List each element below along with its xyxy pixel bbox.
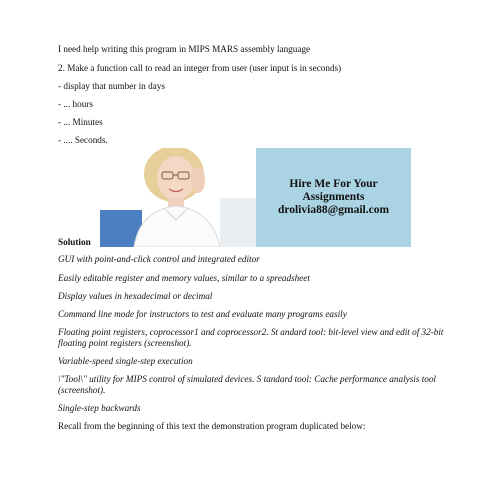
advertisement-banner (100, 148, 411, 247)
feature-floating-point: Floating point registers, coprocessor1 and coprocessor2. St andard tool: bit-level view and edit of 32-bit floating point registers (screenshot). (58, 327, 444, 348)
feature-gui: GUI with point-and-click control and integrated editor (58, 254, 260, 264)
question-item-minutes: - ... Minutes (58, 117, 103, 127)
feature-hex-decimal: Display values in hexadecimal or decimal (58, 291, 213, 301)
question-item-seconds: - .... Seconds. (58, 135, 108, 145)
ad-headline-line2: Assignments (302, 191, 365, 203)
question-item-days: - display that number in days (58, 81, 165, 91)
solution-heading: Solution (58, 237, 91, 247)
feature-command-line: Command line mode for instructors to test and evaluate many programs easily (58, 309, 347, 319)
ad-headline-line1: Hire Me For Your (289, 178, 378, 190)
question-item-hours: - ... hours (58, 99, 93, 109)
question-intro: I need help writing this program in MIPS MARS assembly language (58, 44, 311, 54)
feature-editable-values: Easily editable register and memory values, similar to a spreadsheet (58, 273, 310, 283)
feature-single-step: Variable-speed single-step execution (58, 356, 193, 366)
ad-email: drolivia88@gmail.com (277, 204, 390, 216)
hire-me-panel (256, 148, 411, 247)
question-task: 2. Make a function call to read an integer from user (user input is in seconds) (58, 63, 342, 73)
recall-text: Recall from the beginning of this text the demonstration program duplicated below: (58, 421, 366, 431)
feature-tool-utility: \"Tool\" utility for MIPS control of simulated devices. S tandard tool: Cache performance analysis tool (screenshot). (58, 374, 436, 395)
woman-photo-image (100, 148, 256, 247)
feature-step-backwards: Single-step backwards (58, 403, 141, 413)
